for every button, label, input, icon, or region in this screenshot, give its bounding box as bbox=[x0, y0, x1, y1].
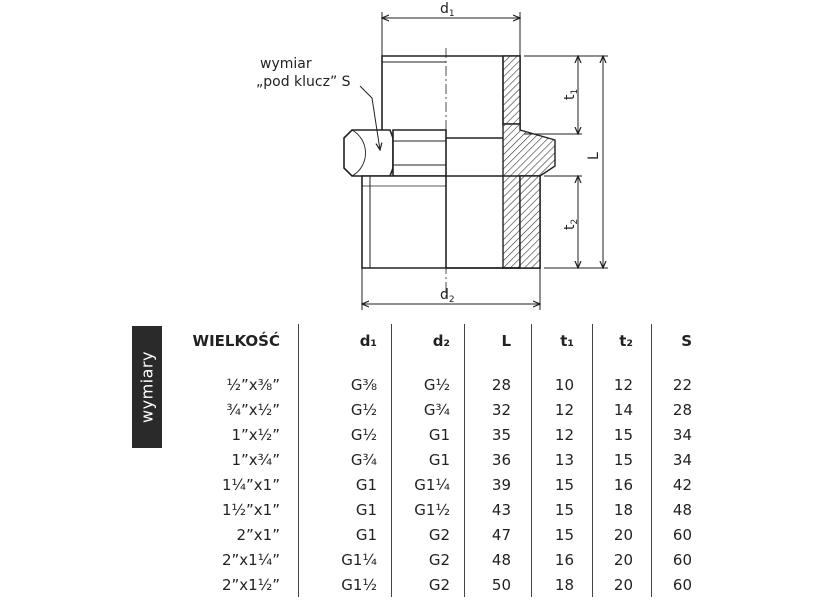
cell-t2: 14 bbox=[593, 397, 652, 422]
d2-label: $d_2$ bbox=[440, 287, 455, 305]
cell-L: 39 bbox=[465, 472, 532, 497]
cell-S: 42 bbox=[652, 472, 701, 497]
L-label: L bbox=[586, 152, 602, 160]
cell-size: 2”x1” bbox=[236, 525, 280, 544]
cell-d1: G1¼ bbox=[299, 547, 392, 572]
cell-d1: G1½ bbox=[299, 572, 392, 597]
cell-d2: G1¼ bbox=[392, 472, 465, 497]
table-body bbox=[170, 372, 700, 597]
cell-d2: G1 bbox=[392, 447, 465, 472]
table-row bbox=[170, 497, 700, 522]
cell-d2: G2 bbox=[392, 522, 465, 547]
hex-nut bbox=[344, 130, 446, 176]
cell-t2: 20 bbox=[593, 572, 652, 597]
table-row bbox=[170, 372, 700, 397]
table-row bbox=[170, 472, 700, 497]
cell-S: 34 bbox=[652, 422, 701, 447]
cell-size: 2”x1¼” bbox=[221, 550, 280, 569]
header-t1: t₁ bbox=[532, 324, 593, 358]
header-t2: t₂ bbox=[593, 324, 652, 358]
cell-d2: G¾ bbox=[392, 397, 465, 422]
cell-t1: 18 bbox=[532, 572, 593, 597]
cell-L: 47 bbox=[465, 522, 532, 547]
dimensions-table bbox=[170, 324, 700, 597]
cell-L: 28 bbox=[465, 372, 532, 397]
cell-t2: 15 bbox=[593, 422, 652, 447]
cell-d2: G½ bbox=[392, 372, 465, 397]
cell-L: 32 bbox=[465, 397, 532, 422]
cell-d1: G1 bbox=[299, 472, 392, 497]
cell-t1: 16 bbox=[532, 547, 593, 572]
cell-t2: 15 bbox=[593, 447, 652, 472]
cell-S: 48 bbox=[652, 497, 701, 522]
cell-t2: 20 bbox=[593, 547, 652, 572]
side-tab-label: wymiary bbox=[137, 351, 157, 423]
cell-S: 22 bbox=[652, 372, 701, 397]
cell-S: 60 bbox=[652, 522, 701, 547]
header-d1: d₁ bbox=[299, 324, 392, 358]
cell-t1: 15 bbox=[532, 497, 593, 522]
header-size: WIELKOŚĆ bbox=[192, 332, 280, 350]
cell-t1: 15 bbox=[532, 522, 593, 547]
header-L: L bbox=[465, 324, 532, 358]
cell-d2: G1½ bbox=[392, 497, 465, 522]
cell-t1: 15 bbox=[532, 472, 593, 497]
table-header-row bbox=[170, 324, 700, 358]
header-S: S bbox=[652, 324, 701, 358]
table-row bbox=[170, 447, 700, 472]
cell-S: 60 bbox=[652, 572, 701, 597]
header-d2: d₂ bbox=[392, 324, 465, 358]
d1-label: $d_1$ bbox=[440, 1, 455, 19]
cell-d1: G½ bbox=[299, 422, 392, 447]
cell-L: 50 bbox=[465, 572, 532, 597]
cell-d1: G¾ bbox=[299, 447, 392, 472]
cell-d1: G½ bbox=[299, 397, 392, 422]
cell-t1: 13 bbox=[532, 447, 593, 472]
cell-t1: 10 bbox=[532, 372, 593, 397]
cell-L: 35 bbox=[465, 422, 532, 447]
cell-size: 1¼”x1” bbox=[221, 475, 280, 494]
callout-line1: wymiar bbox=[260, 56, 312, 72]
cell-S: 60 bbox=[652, 547, 701, 572]
upper-thread-hatch bbox=[503, 56, 520, 124]
cell-size: ¾”x½” bbox=[226, 400, 280, 419]
cell-t1: 12 bbox=[532, 422, 593, 447]
callout-line2: „pod klucz” S bbox=[256, 74, 351, 90]
cell-size: 1”x¾” bbox=[231, 450, 280, 469]
cell-size: 1”x½” bbox=[231, 425, 280, 444]
cell-size: ½”x⅜” bbox=[226, 375, 280, 394]
cell-size: 2”x1½” bbox=[221, 575, 280, 594]
cell-t2: 16 bbox=[593, 472, 652, 497]
cell-d1: G1 bbox=[299, 497, 392, 522]
lower-thread-hatch bbox=[520, 176, 540, 268]
cell-S: 28 bbox=[652, 397, 701, 422]
cell-t1: 12 bbox=[532, 397, 593, 422]
cell-L: 36 bbox=[465, 447, 532, 472]
table-row bbox=[170, 397, 700, 422]
cell-d2: G2 bbox=[392, 572, 465, 597]
cell-size: 1½”x1” bbox=[221, 500, 280, 519]
cell-d2: G2 bbox=[392, 547, 465, 572]
cell-t2: 12 bbox=[593, 372, 652, 397]
table-row bbox=[170, 422, 700, 447]
cell-L: 48 bbox=[465, 547, 532, 572]
cell-d1: G1 bbox=[299, 522, 392, 547]
cell-d1: G⅜ bbox=[299, 372, 392, 397]
table-row bbox=[170, 522, 700, 547]
cell-t2: 20 bbox=[593, 522, 652, 547]
table-row bbox=[170, 572, 700, 597]
t2-label: $t_2$ bbox=[562, 218, 580, 230]
cell-S: 34 bbox=[652, 447, 701, 472]
t1-label: $t_1$ bbox=[562, 88, 580, 100]
table-row bbox=[170, 547, 700, 572]
cell-d2: G1 bbox=[392, 422, 465, 447]
cell-t2: 18 bbox=[593, 497, 652, 522]
side-tab bbox=[132, 326, 162, 448]
cell-L: 43 bbox=[465, 497, 532, 522]
